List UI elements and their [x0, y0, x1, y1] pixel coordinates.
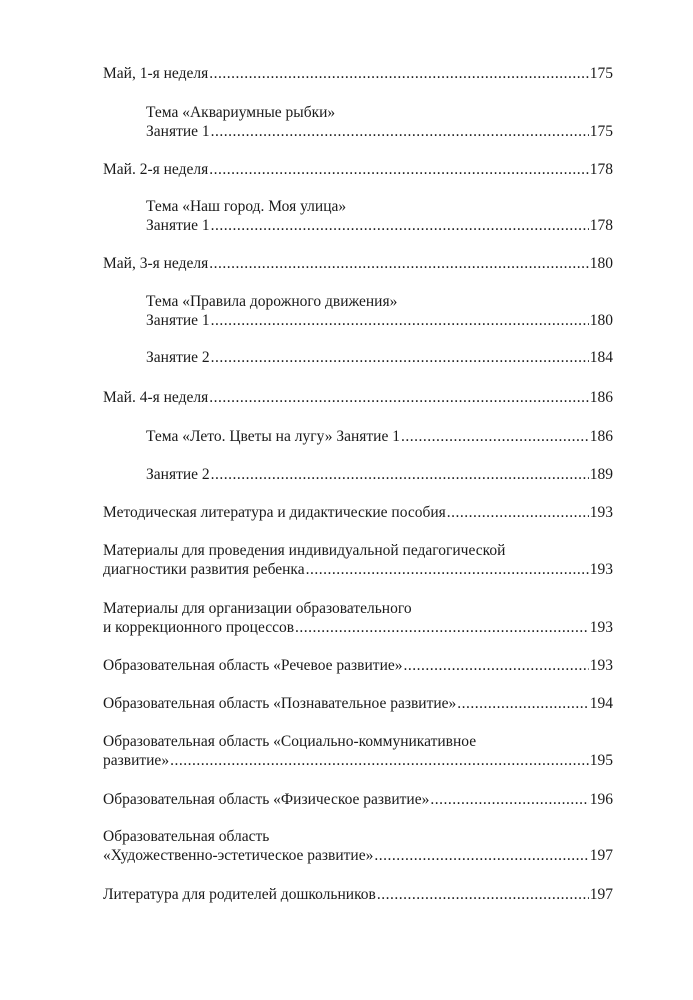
toc-page-number: 175	[589, 123, 613, 140]
toc-page-number: 196	[589, 791, 613, 808]
toc-entry-summer-flowers	[146, 427, 613, 446]
toc-page-number: 193	[589, 561, 613, 578]
toc-entry-topic: Тема «Аквариумные рыбки»	[146, 104, 336, 121]
toc-entry-title-line-1: Материалы для организации образовательного	[103, 600, 412, 617]
dot-leader	[404, 656, 589, 675]
toc-entry-title-line-1: Образовательная область «Социально-коммуникативное	[103, 733, 477, 750]
toc-entry-title: Май. 4-я неделя	[103, 389, 209, 406]
toc-page-number: 189	[589, 466, 613, 483]
toc-entry-title: развитие»	[103, 752, 170, 769]
toc-entry-title: Занятие 1	[146, 217, 210, 234]
toc-entry-title-line-1: Материалы для проведения индивидуальной педагогической	[103, 542, 506, 559]
toc-entry-methodical-literature	[103, 503, 613, 522]
toc-entry-title: Образовательная область «Познавательное развитие»	[103, 695, 457, 712]
toc-entry-title: Образовательная область «Речевое развитие»	[103, 657, 403, 674]
dot-leader	[211, 216, 589, 235]
dot-leader	[211, 122, 589, 141]
toc-entry-title: Занятие 2	[146, 466, 210, 483]
toc-entry-artistic-development	[103, 827, 613, 865]
dot-leader	[401, 427, 589, 446]
dot-leader	[170, 751, 589, 770]
toc-entry-speech-development	[103, 656, 613, 675]
toc-entry-cognitive-development	[103, 694, 613, 713]
dot-leader	[377, 885, 589, 904]
toc-entry-aquarium-fish	[146, 103, 613, 141]
toc-entry-diagnostics-materials	[103, 541, 613, 579]
dot-leader	[209, 64, 589, 83]
toc-entry-may-week-2	[103, 160, 613, 179]
dot-leader	[209, 254, 589, 273]
toc-entry-topic: Тема «Наш город. Моя улица»	[146, 198, 347, 215]
toc-entry-title: Тема «Лето. Цветы на лугу» Занятие 1	[146, 428, 400, 445]
toc-page-number: 194	[589, 695, 613, 712]
toc-entry-parents-literature	[103, 885, 613, 904]
toc-entry-traffic-rules	[146, 292, 613, 330]
toc-page-number: 193	[589, 657, 613, 674]
toc-entry-title: Май, 1-я неделя	[103, 65, 209, 82]
toc-entry-title: и коррекционного процессов	[103, 619, 295, 636]
dot-leader	[209, 388, 589, 407]
dot-leader	[430, 790, 588, 809]
toc-page-number: 178	[589, 217, 613, 234]
toc-page-number: 193	[589, 619, 613, 636]
toc-entry-may-week-3	[103, 254, 613, 273]
toc-entry-may-week-1	[103, 64, 613, 83]
toc-page-number: 184	[589, 349, 613, 366]
dot-leader	[447, 503, 589, 522]
toc-entry-physical-development	[103, 790, 613, 809]
toc-page-number: 197	[589, 847, 613, 864]
toc-page-number: 175	[589, 65, 613, 82]
toc-entry-title: Методическая литература и дидактические пособия	[103, 504, 446, 521]
toc-page-number: 193	[589, 504, 613, 521]
toc-entry-title: «Художественно-эстетическое развитие»	[103, 847, 374, 864]
toc-entry-organization-materials	[103, 599, 613, 637]
dot-leader	[211, 465, 589, 484]
toc-entry-title: Май, 3-я неделя	[103, 255, 209, 272]
toc-entry-title: Занятие 1	[146, 123, 210, 140]
toc-entry-topic: Тема «Правила дорожного движения»	[146, 293, 398, 310]
dot-leader	[211, 311, 589, 330]
dot-leader	[457, 694, 588, 713]
toc-page-number: 197	[589, 886, 613, 903]
toc-entry-social-development	[103, 732, 613, 770]
toc-entry-may-week-4	[103, 388, 613, 407]
toc-entry-title: диагностики развития ребенка	[103, 561, 305, 578]
toc-entry-title: Литература для родителей дошкольников	[103, 886, 376, 903]
dot-leader	[211, 348, 589, 367]
toc-page-number: 186	[589, 389, 613, 406]
toc-entry-our-city	[146, 197, 613, 235]
toc-entry-summer-flowers-lesson-2	[146, 465, 613, 484]
toc-entry-title: Занятие 2	[146, 349, 210, 366]
toc-entry-title-line-1: Образовательная область	[103, 828, 270, 845]
toc-page-number: 186	[589, 428, 613, 445]
dot-leader	[374, 846, 588, 865]
dot-leader	[209, 160, 589, 179]
toc-page-number: 195	[589, 752, 613, 769]
dot-leader	[295, 618, 589, 637]
toc-page-number: 180	[589, 312, 613, 329]
toc-entry-traffic-rules-lesson-2	[146, 348, 613, 367]
dot-leader	[306, 560, 589, 579]
toc-page-number: 178	[589, 161, 613, 178]
toc-entry-title: Занятие 1	[146, 312, 210, 329]
toc-page-number: 180	[589, 255, 613, 272]
toc-entry-title: Образовательная область «Физическое развитие»	[103, 791, 430, 808]
toc-entry-title: Май. 2-я неделя	[103, 161, 209, 178]
